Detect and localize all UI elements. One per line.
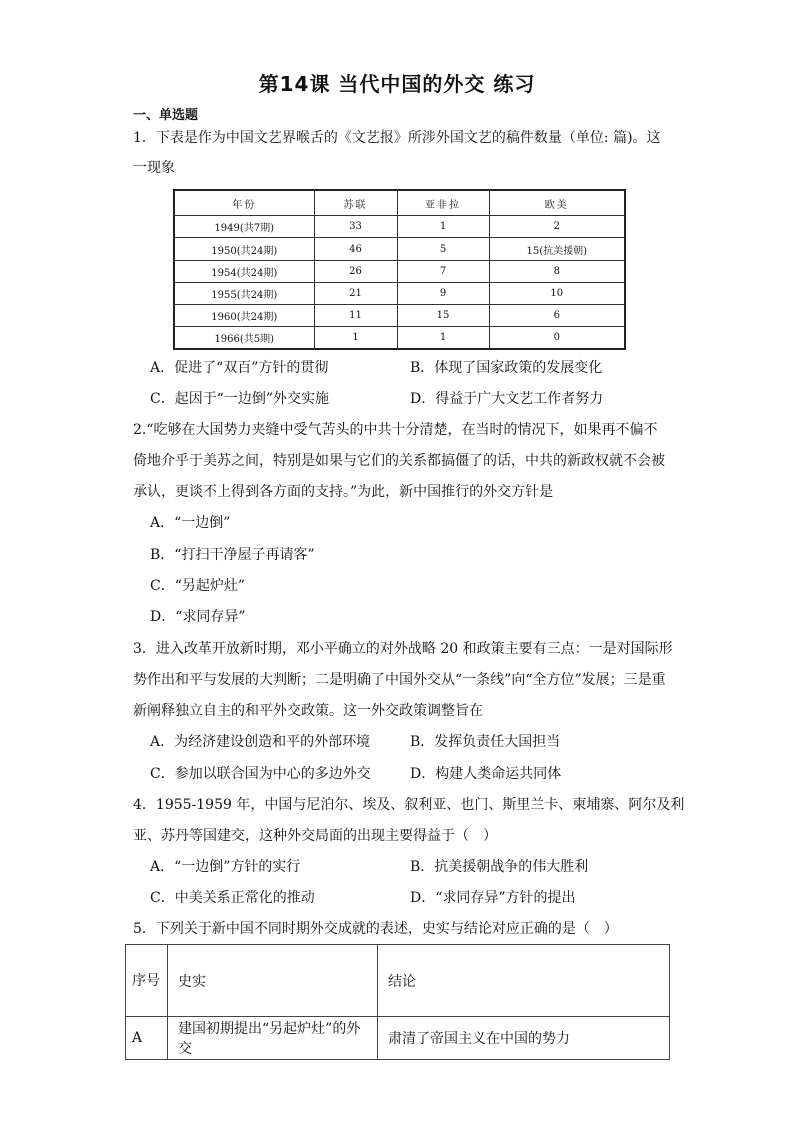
q2-option-d[interactable]: D．“求同存异” bbox=[150, 609, 246, 625]
q1-stem-line1: 1．下表是作为中国文艺界喉舌的《文艺报》所涉外国文艺的稿件数量（单位: 篇)。这 bbox=[133, 130, 661, 146]
page-title: 第14课 当代中国的外交 练习 bbox=[258, 72, 536, 96]
table-cell: 2 bbox=[489, 216, 625, 238]
q2-stem-line2: 倚地介乎于美苏之间，特别是如果与它们的关系都搞僵了的话，中共的新政权就不会被 bbox=[133, 453, 665, 469]
table-cell: 15 bbox=[397, 305, 489, 327]
q1-data-table bbox=[173, 189, 626, 350]
q3-option-c[interactable]: C．参加以联合国为中心的多边外交 bbox=[150, 766, 371, 782]
table-cell: 5 bbox=[397, 238, 489, 260]
q1-option-a[interactable]: A．促进了“双百”方针的贯彻 bbox=[150, 360, 329, 376]
q4-option-a[interactable]: A．“一边倒”方针的实行 bbox=[150, 859, 301, 875]
q5-header-seq: 序号 bbox=[126, 945, 168, 1017]
table-cell: 6 bbox=[489, 305, 625, 327]
table-cell: 1960(共24期) bbox=[174, 305, 314, 327]
q5-header-fact: 史实 bbox=[168, 945, 378, 1017]
q1-table-header-row bbox=[174, 190, 625, 216]
q3-stem-line1: 3．进入改革开放新时期，邓小平确立的对外战略 20 和政策主要有三点：一是对国际形 bbox=[133, 641, 673, 657]
q3-option-b[interactable]: B．发挥负责任大国担当 bbox=[410, 734, 561, 750]
q1-header-ussr: 苏联 bbox=[314, 190, 397, 216]
q4-option-d[interactable]: D．“求同存异”方针的提出 bbox=[410, 890, 576, 906]
q3-stem-line3: 新阐释独立自主的和平外交政策。这一外交政策调整旨在 bbox=[133, 703, 483, 719]
table-cell: 21 bbox=[314, 282, 397, 304]
q5-table bbox=[125, 944, 670, 1060]
table-cell: 1 bbox=[397, 216, 489, 238]
table-row bbox=[174, 216, 625, 238]
q4-option-c[interactable]: C．中美关系正常化的推动 bbox=[150, 890, 315, 906]
q1-header-asia-africa-latam: 亚非拉 bbox=[397, 190, 489, 216]
table-cell: 1950(共24期) bbox=[174, 238, 314, 260]
table-cell: 10 bbox=[489, 282, 625, 304]
q3-option-a[interactable]: A．为经济建设创造和平的外部环境 bbox=[150, 734, 371, 750]
q5-row-seq: A bbox=[126, 1017, 168, 1060]
table-cell: 1 bbox=[314, 327, 397, 349]
q4-stem-line1: 4．1955-1959 年，中国与尼泊尔、埃及、叙利亚、也门、斯里兰卡、柬埔寨、阿尔及利 bbox=[133, 797, 685, 813]
table-cell: 1966(共5期) bbox=[174, 327, 314, 349]
q5-table-header-row bbox=[126, 945, 670, 1017]
q5-row-conclusion: 肃清了帝国主义在中国的势力 bbox=[378, 1017, 670, 1060]
q1-header-europe-america: 欧美 bbox=[489, 190, 625, 216]
q3-stem-line2: 势作出和平与发展的大判断；二是明确了中国外交从“一条线”向“全方位”发展；三是重 bbox=[133, 672, 666, 688]
q2-option-a[interactable]: A．“一边倒” bbox=[150, 515, 231, 531]
table-cell: 1954(共24期) bbox=[174, 260, 314, 282]
table-cell: 46 bbox=[314, 238, 397, 260]
q1-option-b[interactable]: B．体现了国家政策的发展变化 bbox=[410, 360, 603, 376]
table-cell: 33 bbox=[314, 216, 397, 238]
table-row bbox=[174, 260, 625, 282]
table-row bbox=[174, 282, 625, 304]
table-cell: 7 bbox=[397, 260, 489, 282]
q2-option-c[interactable]: C．“另起炉灶” bbox=[150, 578, 246, 594]
table-cell: 11 bbox=[314, 305, 397, 327]
table-row[interactable] bbox=[126, 1017, 670, 1060]
table-cell: 1949(共7期) bbox=[174, 216, 314, 238]
q2-stem-line3: 承认，更谈不上得到各方面的支持。”为此，新中国推行的外交方针是 bbox=[133, 484, 554, 500]
q1-stem-line2: 一现象 bbox=[133, 160, 175, 176]
table-cell: 26 bbox=[314, 260, 397, 282]
table-row bbox=[174, 305, 625, 327]
q2-option-b[interactable]: B．“打扫干净屋子再请客” bbox=[150, 547, 315, 563]
q1-option-d[interactable]: D．得益于广大文艺工作者努力 bbox=[410, 391, 604, 407]
q1-option-c[interactable]: C．起因于“一边倒”外交实施 bbox=[150, 391, 330, 407]
q5-stem-line1: 5．下列关于新中国不同时期外交成就的表述，史实与结论对应正确的是（ ） bbox=[133, 921, 618, 937]
q4-stem-line2: 亚、苏丹等国建交，这种外交局面的出现主要得益于（ ） bbox=[133, 828, 497, 844]
table-row bbox=[174, 238, 625, 260]
q3-option-d[interactable]: D．构建人类命运共同体 bbox=[410, 766, 562, 782]
q5-row-fact: 建国初期提出“另起炉灶”的外交 bbox=[168, 1017, 378, 1060]
table-row bbox=[174, 327, 625, 349]
table-cell: 15(抗美援朝) bbox=[489, 238, 625, 260]
q2-stem-line1: 2.“吃够在大国势力夹缝中受气苦头的中共十分清楚，在当时的情况下，如果再不偏不 bbox=[133, 422, 658, 438]
q4-option-b[interactable]: B．抗美援朝战争的伟大胜利 bbox=[410, 859, 589, 875]
section-heading: 一、单选题 bbox=[133, 108, 199, 123]
table-cell: 8 bbox=[489, 260, 625, 282]
q1-header-year: 年份 bbox=[174, 190, 314, 216]
table-cell: 9 bbox=[397, 282, 489, 304]
q5-header-conclusion: 结论 bbox=[378, 945, 670, 1017]
table-cell: 0 bbox=[489, 327, 625, 349]
table-cell: 1 bbox=[397, 327, 489, 349]
table-cell: 1955(共24期) bbox=[174, 282, 314, 304]
